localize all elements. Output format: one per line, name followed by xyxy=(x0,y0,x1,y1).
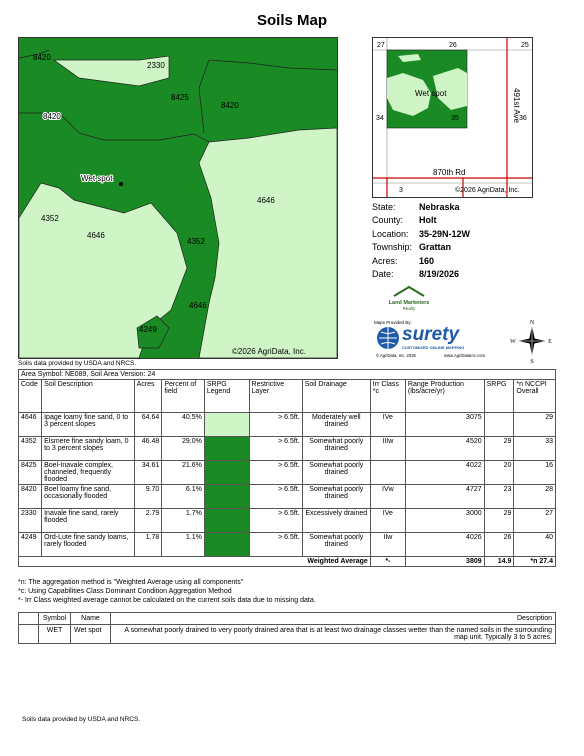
soil-row xyxy=(19,533,556,557)
info-row-date xyxy=(372,268,470,282)
map-label-4352-c: 4352 xyxy=(187,237,205,246)
irr-class: IVe xyxy=(370,509,405,533)
road-label-870th-rd: 870th Rd xyxy=(433,168,466,177)
weighted-average-label: Weighted Average xyxy=(19,557,371,567)
symbol-name: Wet spot xyxy=(71,625,111,644)
restrictive-layer: > 6.5ft. xyxy=(249,437,302,461)
header-symbol: Symbol xyxy=(39,613,71,625)
info-row-location xyxy=(372,227,470,241)
restrictive-layer: > 6.5ft. xyxy=(249,533,302,557)
map-label-4646-r: 4646 xyxy=(257,196,275,205)
range-production: 3075 xyxy=(405,413,484,437)
source-note-top: Soils data provided by USDA and NRCS. xyxy=(18,360,137,367)
header-name: Name xyxy=(71,613,111,625)
soil-percent: 29.0% xyxy=(162,437,205,461)
info-value: Nebraska xyxy=(419,201,460,212)
info-value: Holt xyxy=(419,215,437,226)
srpg-legend-swatch xyxy=(204,533,249,557)
location-info xyxy=(372,200,470,281)
symbol-row xyxy=(19,625,556,644)
soil-code: 4249 xyxy=(19,533,42,557)
srpg-legend-swatch xyxy=(204,485,249,509)
soil-row xyxy=(19,461,556,485)
symbol-header-row xyxy=(19,613,556,625)
nccpi-value: 16 xyxy=(514,461,556,485)
restrictive-layer: > 6.5ft. xyxy=(249,485,302,509)
soils-map[interactable] xyxy=(18,37,338,359)
soil-description: Ord-Lute fine sandy loams, rarely flooded xyxy=(42,533,135,557)
header-percent-of-field: Percent of field xyxy=(162,380,205,413)
soil-drainage: Somewhat poorly drained xyxy=(302,485,370,509)
soil-acres: 64.64 xyxy=(134,413,162,437)
range-production: 3000 xyxy=(405,509,484,533)
symbol-code: WET xyxy=(39,625,71,644)
soil-drainage: Somewhat poorly drained xyxy=(302,533,370,557)
location-map[interactable] xyxy=(372,37,533,198)
surety-url: www.AgriDataInc.com xyxy=(444,353,485,358)
compass-w: W xyxy=(510,339,516,345)
info-row-state xyxy=(372,200,470,214)
land-marketers-logo xyxy=(384,284,434,311)
header-irr-class: Irr Class *c xyxy=(370,380,405,413)
soil-drainage: Excessively drained xyxy=(302,509,370,533)
restrictive-layer: > 6.5ft. xyxy=(249,413,302,437)
header-srpg: SRPG xyxy=(484,380,514,413)
srpg-legend-swatch xyxy=(204,413,249,437)
map-label-wet-spot: Wet spot xyxy=(81,174,113,183)
soil-drainage: Somewhat poorly drained xyxy=(302,437,370,461)
irr-class: IIw xyxy=(370,533,405,557)
table-header-row xyxy=(19,380,556,413)
header-restrictive-layer: Restrictive Layer xyxy=(249,380,302,413)
srpg-value xyxy=(484,413,514,437)
soil-row xyxy=(19,437,556,461)
soil-description: Inavale fine sand, rarely flooded xyxy=(42,509,135,533)
soil-code: 8420 xyxy=(19,485,42,509)
soil-code: 4646 xyxy=(19,413,42,437)
weighted-nccpi: *n 27.4 xyxy=(514,557,556,567)
map-label-4646-b: 4646 xyxy=(189,301,207,310)
footnotes xyxy=(18,578,316,605)
weighted-irr: *- xyxy=(370,557,405,567)
soil-code: 2330 xyxy=(19,509,42,533)
surety-logo xyxy=(374,320,504,360)
house-roof-icon xyxy=(384,285,434,297)
soil-polygon-4646-right xyxy=(199,128,337,358)
srpg-value: 29 xyxy=(484,437,514,461)
section-26: 26 xyxy=(449,42,457,49)
globe-icon xyxy=(376,326,400,350)
section-36: 36 xyxy=(519,115,527,122)
map-label-2330: 2330 xyxy=(147,61,165,70)
header-soil-drainage: Soil Drainage xyxy=(302,380,370,413)
info-key: State: xyxy=(372,201,396,212)
irr-class: IVe xyxy=(370,413,405,437)
weighted-range: 3809 xyxy=(405,557,484,567)
symbol-description: A somewhat poorly drained to very poorly drained area that is at least two drainage classes wetter than the named soils in the surrounding map unit. Typically 3 to 5 acres. xyxy=(111,625,556,644)
header-range-production: Range Production (lbs/acre/yr) xyxy=(405,380,484,413)
map-label-4352-l: 4352 xyxy=(41,214,59,223)
map-label-8420-tr: 8420 xyxy=(221,101,239,110)
weighted-srpg: 14.9 xyxy=(484,557,514,567)
srpg-value: 29 xyxy=(484,509,514,533)
location-map-wet-spot: Wet spot xyxy=(415,89,447,98)
nccpi-value: 27 xyxy=(514,509,556,533)
range-production: 4026 xyxy=(405,533,484,557)
header-srpg-legend: SRPG Legend xyxy=(204,380,249,413)
srpg-value: 20 xyxy=(484,461,514,485)
soil-rows xyxy=(19,413,556,557)
soil-percent: 40.5% xyxy=(162,413,205,437)
info-value: 160 xyxy=(419,255,435,266)
srpg-legend-swatch xyxy=(204,437,249,461)
info-key: County: xyxy=(372,215,404,226)
section-35: 35 xyxy=(451,115,459,122)
area-symbol: Area Symbol: NE089, Soil Area Version: 24 xyxy=(19,370,556,380)
nccpi-value: 40 xyxy=(514,533,556,557)
road-label-491st-ave: 491st Ave xyxy=(512,88,521,123)
symbol-blank xyxy=(19,613,39,625)
irr-class xyxy=(370,461,405,485)
soil-description: Boel-Inavale complex, channeled, frequently flooded xyxy=(42,461,135,485)
soil-description: Boel loamy fine sand, occasionally flooded xyxy=(42,485,135,509)
info-value: 35-29N-12W xyxy=(419,228,471,239)
surety-wordmark: surety xyxy=(402,324,460,345)
soil-table xyxy=(18,369,556,567)
range-production: 4022 xyxy=(405,461,484,485)
location-map-copyright: ©2026 AgriData, Inc. xyxy=(455,187,520,194)
header-description: Description xyxy=(111,613,556,625)
section-3: 3 xyxy=(399,187,403,194)
info-row-county xyxy=(372,214,470,228)
compass-rose xyxy=(510,318,554,364)
header-acres: Acres xyxy=(134,380,162,413)
surety-tagline: CUSTOMIZED ONLINE MAPPING xyxy=(402,345,465,350)
symbol-table xyxy=(18,612,556,644)
info-value: 8/19/2026 xyxy=(419,269,460,280)
restrictive-layer: > 6.5ft. xyxy=(249,461,302,485)
srpg-value: 23 xyxy=(484,485,514,509)
nccpi-value: 33 xyxy=(514,437,556,461)
compass-e: E xyxy=(548,339,552,345)
land-marketers-name: Land Marketers xyxy=(388,300,430,306)
footnote: *- Irr Class weighted average cannot be calculated on the current soils data due to missing data. xyxy=(18,597,316,604)
info-row-township xyxy=(372,241,470,255)
area-symbol-row xyxy=(19,370,556,380)
soil-acres: 46.48 xyxy=(134,437,162,461)
soil-acres: 34.61 xyxy=(134,461,162,485)
soil-drainage: Somewhat poorly drained xyxy=(302,461,370,485)
srpg-legend-swatch xyxy=(204,509,249,533)
footnote: *c: Using Capabilities Class Dominant Condition Aggregation Method xyxy=(18,588,232,595)
soil-percent: 1.1% xyxy=(162,533,205,557)
soil-percent: 21.6% xyxy=(162,461,205,485)
restrictive-layer: > 6.5ft. xyxy=(249,509,302,533)
source-note-bottom: Soils data provided by USDA and NRCS. xyxy=(22,716,141,723)
surety-copyright: © AgriData, Inc. 2025 xyxy=(376,353,416,358)
nccpi-value: 29 xyxy=(514,413,556,437)
soil-drainage: Moderately well drained xyxy=(302,413,370,437)
maps-provided-by: Maps Provided By: xyxy=(374,320,412,325)
range-production: 4520 xyxy=(405,437,484,461)
soil-percent: 6.1% xyxy=(162,485,205,509)
wet-spot-marker xyxy=(119,182,123,186)
header-nccpi-overall: *n NCCPI Overall xyxy=(514,380,556,413)
footnote: *n: The aggregation method is "Weighted Average using all components" xyxy=(18,579,244,586)
map-label-8420-l: 8420 xyxy=(43,112,61,121)
info-row-acres xyxy=(372,254,470,268)
page-title: Soils Map xyxy=(256,12,327,29)
location-map-canvas xyxy=(373,38,532,197)
symbol-icon-cell xyxy=(19,625,39,644)
info-key: Township: xyxy=(372,242,413,253)
soils-map-canvas xyxy=(19,38,337,358)
section-25: 25 xyxy=(521,42,529,49)
srpg-value: 26 xyxy=(484,533,514,557)
soil-acres: 9.70 xyxy=(134,485,162,509)
info-key: Date: xyxy=(372,269,394,280)
section-27: 27 xyxy=(377,42,385,49)
map-label-8420-tl: 8420 xyxy=(33,53,51,62)
soil-description: Ipage loamy fine sand, 0 to 3 percent slopes xyxy=(42,413,135,437)
soil-code: 4352 xyxy=(19,437,42,461)
compass-s: S xyxy=(530,359,534,364)
soil-description: Elsmere fine sandy loam, 0 to 3 percent slopes xyxy=(42,437,135,461)
soil-acres: 1.78 xyxy=(134,533,162,557)
info-key: Acres: xyxy=(372,255,398,266)
compass-n: N xyxy=(529,320,535,326)
main-map-copyright: ©2026 AgriData, Inc. xyxy=(232,347,306,356)
irr-class: IIIw xyxy=(370,437,405,461)
section-34: 34 xyxy=(376,115,384,122)
soil-row xyxy=(19,485,556,509)
map-label-4249: 4249 xyxy=(139,325,157,334)
soil-row xyxy=(19,413,556,437)
nccpi-value: 28 xyxy=(514,485,556,509)
land-marketers-sub: Realty xyxy=(402,306,416,311)
irr-class: IVw xyxy=(370,485,405,509)
map-label-4646-l: 4646 xyxy=(87,231,105,240)
soil-code: 8425 xyxy=(19,461,42,485)
header-soil-description: Soil Description xyxy=(42,380,135,413)
range-production: 4727 xyxy=(405,485,484,509)
compass-icon xyxy=(510,318,554,364)
header-code: Code xyxy=(19,380,42,413)
map-label-8425: 8425 xyxy=(171,93,189,102)
soil-percent: 1.7% xyxy=(162,509,205,533)
info-value: Grattan xyxy=(419,242,452,253)
info-key: Location: xyxy=(372,228,409,239)
soil-acres: 2.79 xyxy=(134,509,162,533)
srpg-legend-swatch xyxy=(204,461,249,485)
weighted-average-row xyxy=(19,557,556,567)
soil-row xyxy=(19,509,556,533)
